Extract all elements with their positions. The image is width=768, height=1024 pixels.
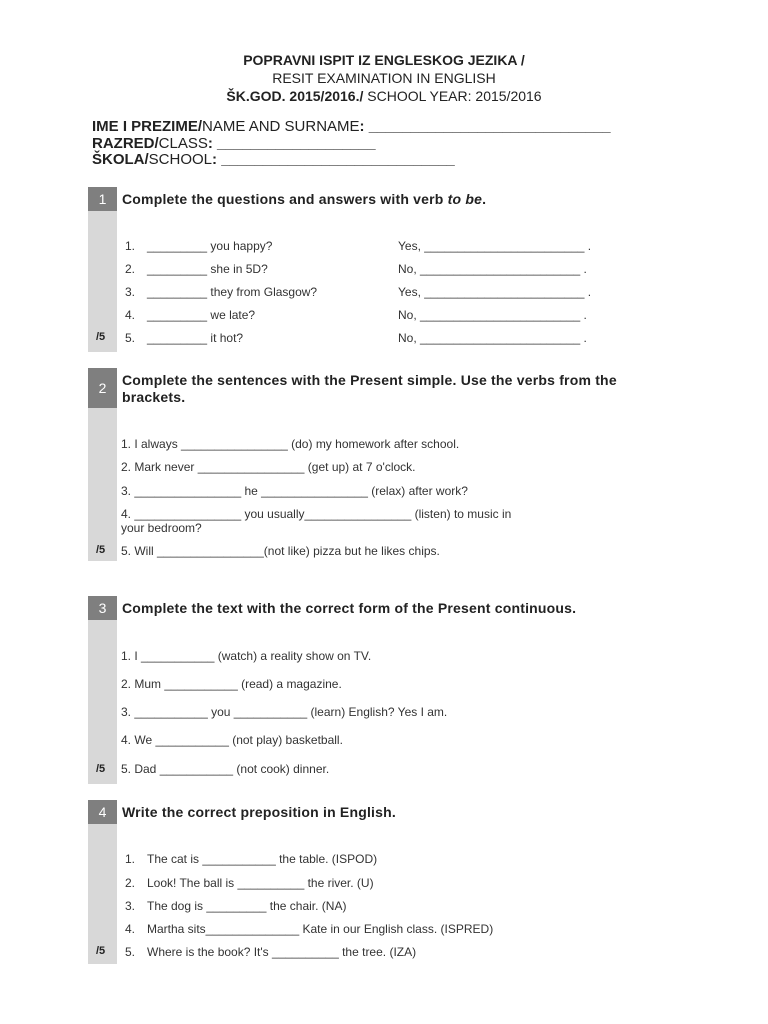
- item-number: 2.: [125, 876, 136, 890]
- section-2: [88, 368, 656, 561]
- sentence-2: 2. Mark never ________________ (get up) at 7 o'clock.: [121, 460, 416, 474]
- item-number: 5.: [125, 331, 136, 345]
- school-label-bold: ŠKOLA/: [92, 151, 149, 168]
- student-info: [92, 119, 611, 169]
- preposition-text: Martha sits______________ Kate in our English class. (ISPRED): [147, 922, 494, 936]
- answer-5: No, ________________________ .: [398, 331, 587, 345]
- sentence-4: 4. ________________ you usually________________ (listen) to music in: [121, 507, 512, 521]
- class-blank[interactable]: : ___________________: [207, 134, 376, 152]
- preposition-text: The cat is ___________ the table. (ISPOD): [147, 852, 378, 866]
- class-field[interactable]: [92, 136, 611, 153]
- question-5: [125, 331, 243, 345]
- section-2-instruction: [122, 372, 617, 406]
- instruction-end: .: [482, 191, 487, 207]
- continuous-5: 5. Dad ___________ (not cook) dinner.: [121, 762, 330, 776]
- item-number: 2.: [125, 262, 136, 276]
- section-2-score: /5: [96, 544, 106, 556]
- question-1: [125, 239, 272, 253]
- continuous-2: 2. Mum ___________ (read) a magazine.: [121, 677, 342, 691]
- section-3-score: /5: [96, 763, 106, 775]
- title-line-1: POPRAVNI ISPIT IZ ENGLESKOG JEZIKA /: [243, 52, 525, 68]
- item-number: 4.: [125, 308, 136, 322]
- section-4-number: 4: [88, 800, 117, 824]
- question-text: _________ you happy?: [147, 239, 273, 253]
- question-text: _________ we late?: [147, 308, 256, 322]
- sentence-1: 1. I always ________________ (do) my homework after school.: [121, 437, 460, 451]
- instruction-emphasis: to be: [447, 191, 483, 207]
- item-number: 1.: [125, 852, 136, 866]
- item-number: 3.: [125, 899, 136, 913]
- title-line-3: [0, 87, 768, 105]
- class-label-bold: RAZRED/: [92, 134, 159, 152]
- section-3: [88, 596, 656, 784]
- name-blank[interactable]: : _____________________________: [359, 118, 611, 135]
- title-line-2: RESIT EXAMINATION IN ENGLISH: [272, 70, 496, 86]
- section-1-score: /5: [96, 331, 106, 343]
- school-year-label: ŠK.GOD. 2015/2016./: [226, 88, 364, 104]
- continuous-3: 3. ___________ you ___________ (learn) English? Yes I am.: [121, 705, 448, 719]
- item-number: 4.: [125, 922, 136, 936]
- school-field[interactable]: [92, 152, 611, 169]
- preposition-text: Where is the book? It's __________ the tree. (IZA): [147, 945, 417, 959]
- continuous-4: 4. We ___________ (not play) basketball.: [121, 733, 343, 747]
- instruction-line-2: brackets.: [122, 389, 186, 405]
- item-number: 1.: [125, 239, 136, 253]
- section-1-instruction: [122, 191, 486, 208]
- preposition-2: [125, 876, 374, 890]
- name-label: NAME AND SURNAME: [202, 118, 360, 135]
- answer-2: No, ________________________ .: [398, 262, 587, 276]
- preposition-1: [125, 852, 377, 866]
- section-4-score: /5: [96, 945, 106, 957]
- item-number: 5.: [125, 945, 136, 959]
- answer-4: No, ________________________ .: [398, 308, 587, 322]
- exam-title: [0, 51, 768, 105]
- section-3-number: 3: [88, 596, 117, 620]
- name-label-bold: IME I PREZIME/: [92, 118, 203, 135]
- section-1-sidebar: [88, 187, 117, 352]
- preposition-text: Look! The ball is __________ the river. (U): [147, 876, 374, 890]
- preposition-5: [125, 945, 416, 959]
- answer-1: Yes, ________________________ .: [398, 239, 592, 253]
- continuous-1: 1. I ___________ (watch) a reality show on TV.: [121, 649, 372, 663]
- question-text: _________ it hot?: [147, 331, 244, 345]
- question-4: [125, 308, 255, 322]
- section-4-instruction: Write the correct preposition in English.: [122, 804, 396, 820]
- section-4-sidebar: [88, 800, 117, 964]
- question-text: _________ she in 5D?: [147, 262, 268, 276]
- question-3: [125, 285, 317, 299]
- class-label: CLASS: [158, 134, 208, 152]
- name-field[interactable]: [92, 119, 611, 136]
- preposition-3: [125, 899, 346, 913]
- school-label: SCHOOL: [148, 151, 213, 168]
- question-2: [125, 262, 268, 276]
- school-year-rest: SCHOOL YEAR: 2015/2016: [363, 88, 542, 104]
- answer-3: Yes, ________________________ .: [398, 285, 592, 299]
- preposition-4: [125, 922, 493, 936]
- question-text: _________ they from Glasgow?: [147, 285, 318, 299]
- section-2-number: 2: [88, 368, 117, 408]
- section-3-instruction: Complete the text with the correct form of the Present continuous.: [122, 600, 577, 616]
- instruction-text: Complete the questions and answers with verb: [122, 191, 448, 207]
- preposition-text: The dog is _________ the chair. (NA): [147, 899, 347, 913]
- item-number: 3.: [125, 285, 136, 299]
- section-3-sidebar: [88, 596, 117, 784]
- sentence-3: 3. ________________ he ________________ (relax) after work?: [121, 484, 468, 498]
- section-1-number: 1: [88, 187, 117, 211]
- section-1: [88, 187, 656, 352]
- school-blank[interactable]: : ____________________________: [212, 151, 455, 168]
- instruction-line-1: Complete the sentences with the Present simple. Use the verbs from the: [122, 372, 617, 388]
- section-4: [88, 800, 656, 964]
- sentence-4-continued: your bedroom?: [121, 521, 202, 535]
- sentence-5: 5. Will ________________(not like) pizza but he likes chips.: [121, 544, 440, 558]
